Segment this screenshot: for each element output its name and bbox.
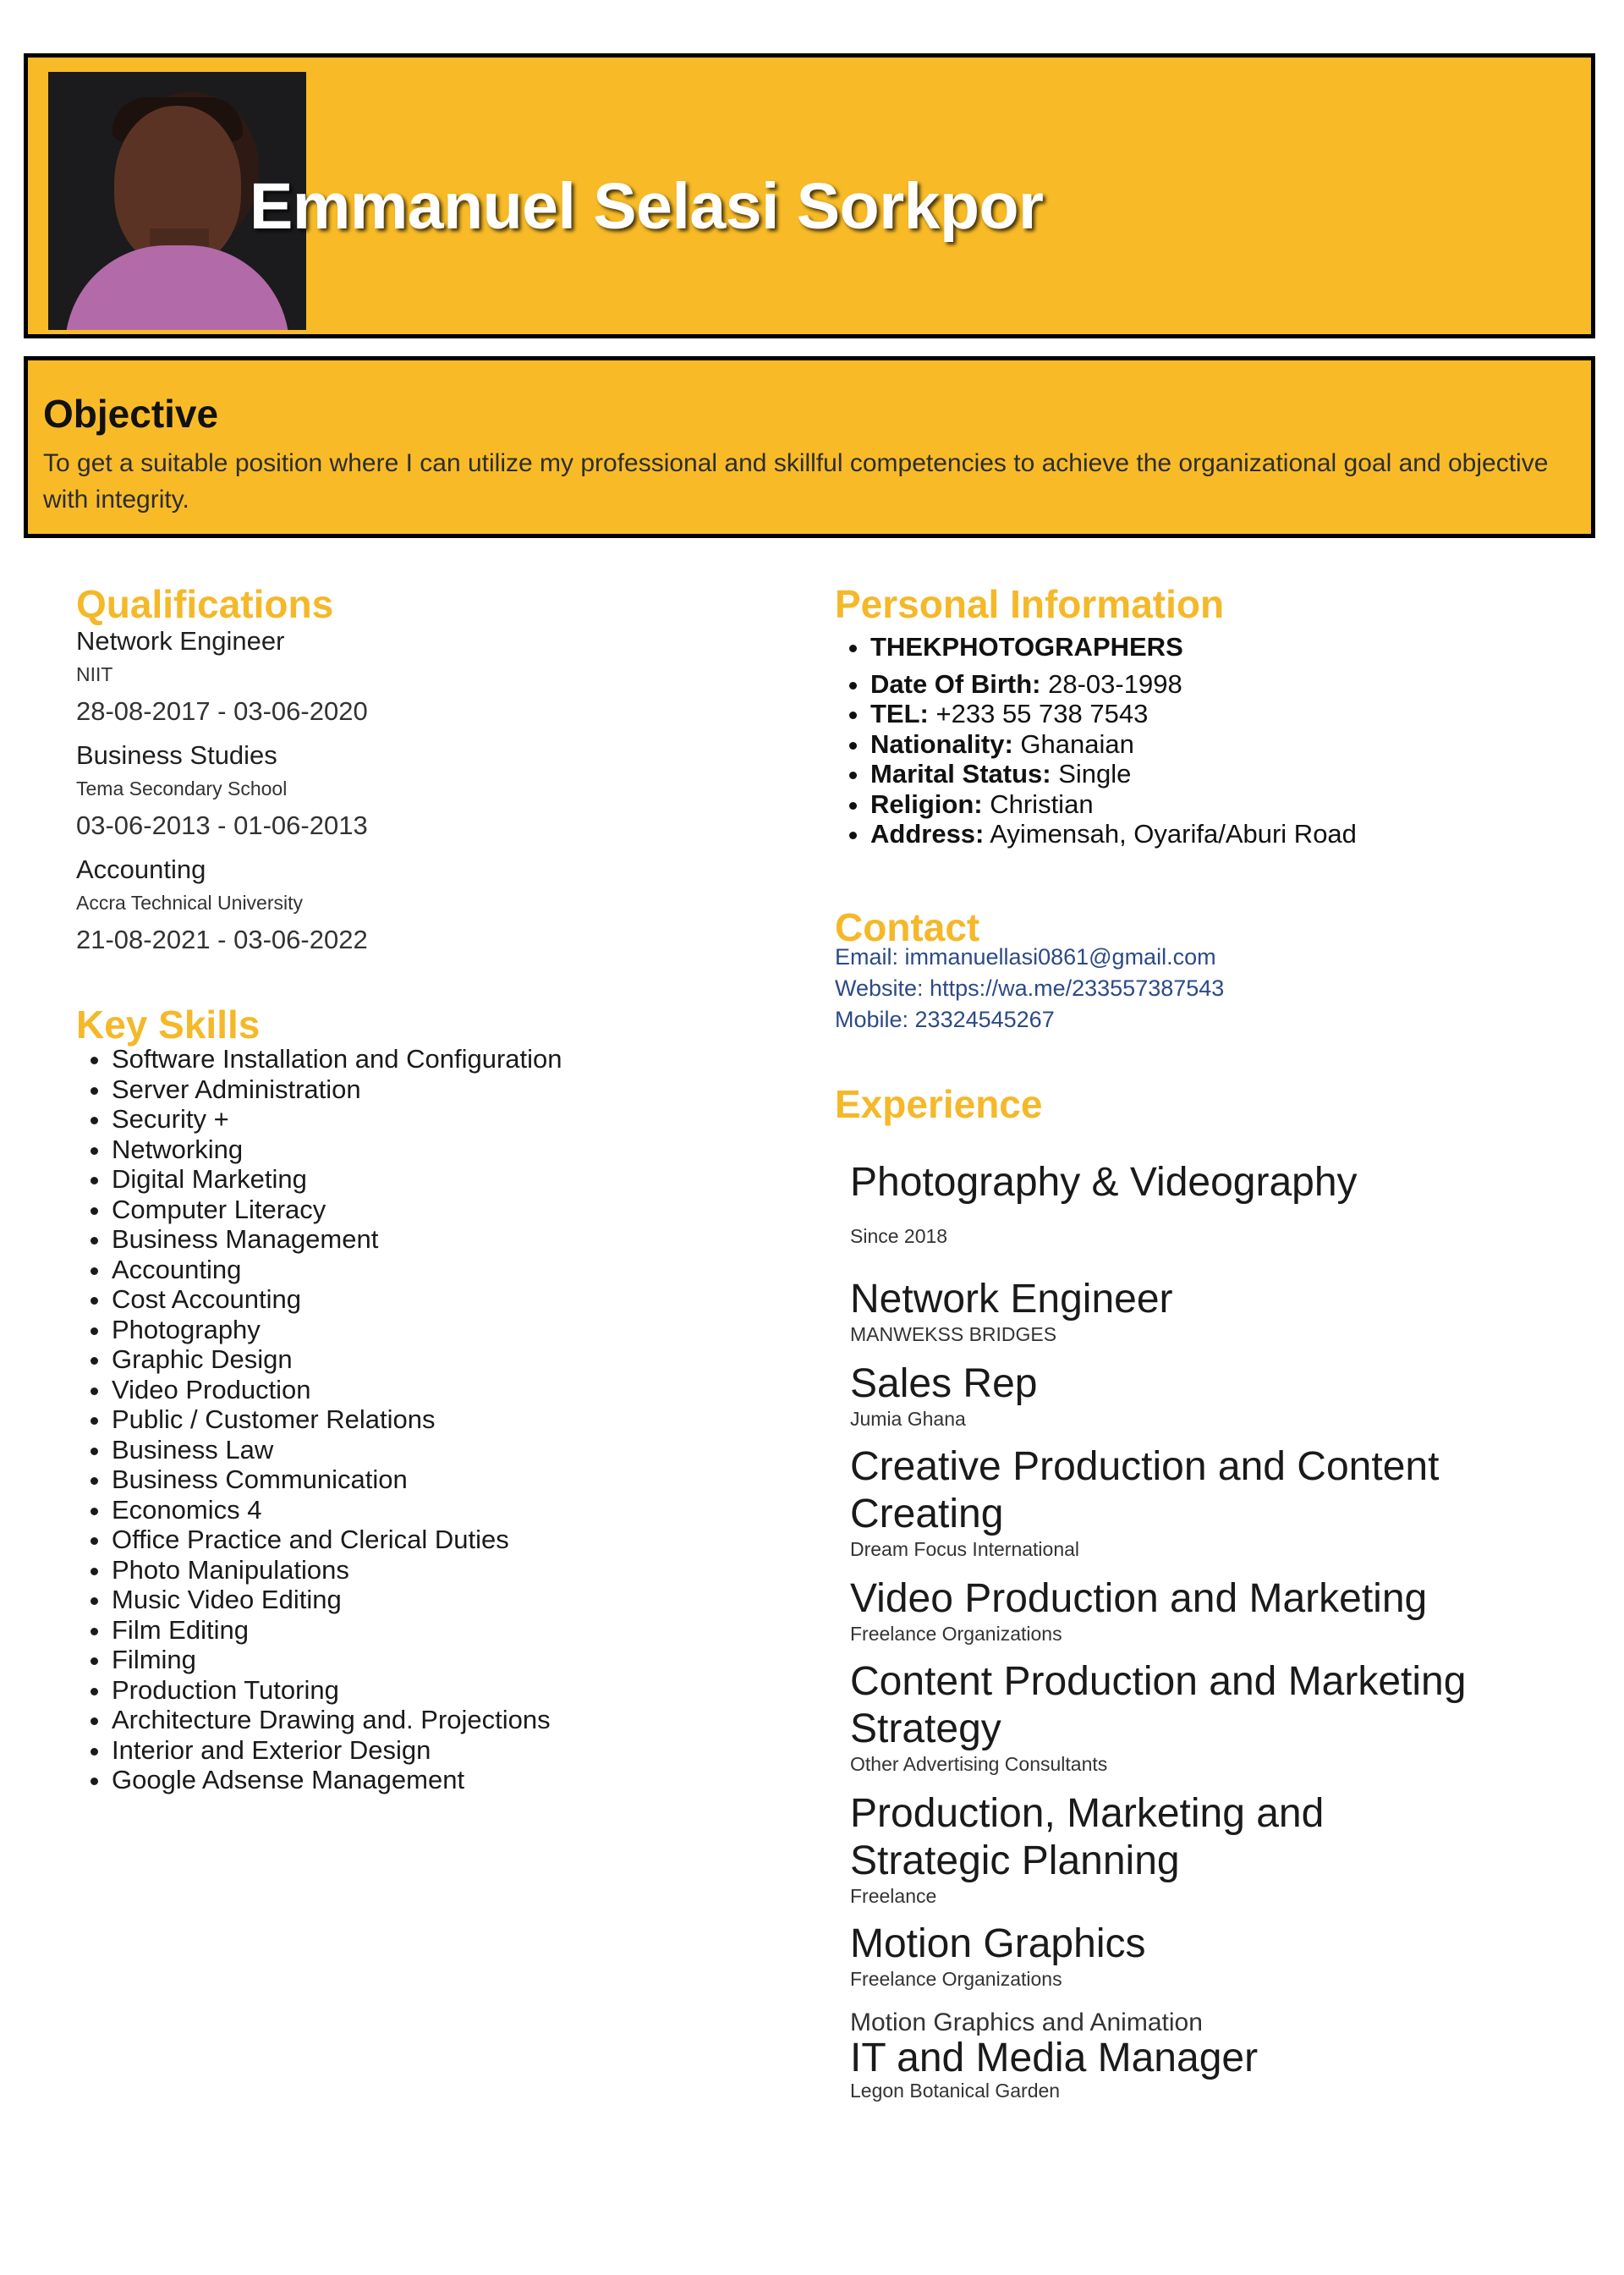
objective-title: Objective: [43, 392, 219, 436]
website-link[interactable]: Website: https://wa.me/233557387543: [835, 975, 1225, 1001]
list-item: • Photo Manipulations: [112, 1555, 562, 1585]
objective-section: [24, 356, 1595, 538]
list-item: • Religion: Christian: [870, 789, 1357, 820]
list-item: • Google Adsense Management: [112, 1765, 562, 1795]
list-item: • Security +: [112, 1104, 562, 1135]
experience-item: Motion Graphics and Animation IT and Media Manager Legon Botanical Garden: [850, 2008, 1259, 2102]
list-item: • Computer Literacy: [112, 1195, 562, 1225]
list-item: • Office Practice and Clerical Duties: [112, 1525, 562, 1555]
contact-block: [835, 942, 1224, 1036]
list-item: • Filming: [112, 1645, 562, 1675]
list-item: • Video Production: [112, 1375, 562, 1405]
qualifications-title: Qualifications: [76, 582, 334, 626]
list-item: • Economics 4: [112, 1495, 562, 1525]
list-item: • TEL: +233 55 738 7543: [870, 699, 1357, 729]
list-item: • Business Communication: [112, 1464, 562, 1495]
list-item: • Public / Customer Relations: [112, 1404, 562, 1435]
list-item: • Address: Ayimensah, Oyarifa/Aburi Road: [870, 819, 1357, 849]
list-item: • Music Video Editing: [112, 1585, 562, 1615]
list-item: • Business Law: [112, 1435, 562, 1465]
list-item: • Photography: [112, 1315, 562, 1345]
experience-item: Video Production and Marketing Freelance Organizations: [850, 1576, 1428, 1645]
list-item: • Digital Marketing: [112, 1164, 562, 1195]
list-item: • Production Tutoring: [112, 1675, 562, 1706]
qualification-item: Accounting Accra Technical University 21-08-2021 - 03-06-2022: [76, 854, 368, 954]
list-item: • Architecture Drawing and. Projections: [112, 1705, 562, 1735]
list-item: • Networking: [112, 1135, 562, 1165]
brand-name: THEKPHOTOGRAPHERS: [870, 632, 1183, 662]
list-item: • Date Of Birth: 28-03-1998: [870, 669, 1357, 700]
list-item: • Business Management: [112, 1224, 562, 1255]
list-item: • Graphic Design: [112, 1344, 562, 1375]
list-item: • Accounting: [112, 1255, 562, 1285]
key-skills-title: Key Skills: [76, 1003, 261, 1047]
personal-info-list: [835, 632, 1357, 849]
list-item: • Nationality: Ghanaian: [870, 729, 1357, 760]
experience-item: Network Engineer MANWEKSS BRIDGES: [850, 1277, 1173, 1345]
list-item: • Marital Status: Single: [870, 759, 1357, 789]
experience-item: Motion Graphics Freelance Organizations: [850, 1921, 1146, 1990]
contact-title: Contact: [835, 905, 980, 949]
experience-item: Photography & Videography Since 2018: [850, 1160, 1358, 1247]
qualification-item: Network Engineer NIIT 28-08-2017 - 03-06-2020: [76, 626, 368, 726]
list-item: • Cost Accounting: [112, 1284, 562, 1315]
email-link[interactable]: Email: immanuellasi0861@gmail.com: [835, 944, 1216, 970]
experience-title: Experience: [835, 1082, 1043, 1126]
list-item: • Server Administration: [112, 1074, 562, 1105]
experience-item: Production, Marketing and Strategic Planning Freelance: [850, 1791, 1325, 1907]
experience-item: Creative Production and Content Creating Dream Focus International: [850, 1444, 1440, 1560]
qualification-item: Business Studies Tema Secondary School 03-06-2013 - 01-06-2013: [76, 740, 368, 840]
experience-item: Content Production and Marketing Strategy Other Advertising Consultants: [850, 1659, 1467, 1775]
mobile-link[interactable]: Mobile: 23324545267: [835, 1007, 1055, 1032]
experience-item: Sales Rep Jumia Ghana: [850, 1361, 1038, 1430]
header-banner: [24, 53, 1595, 338]
list-item: • Software Installation and Configuration: [112, 1044, 562, 1074]
key-skills-list: [76, 1044, 562, 1795]
personal-info-title: Personal Information: [835, 582, 1225, 626]
list-item: [870, 632, 1357, 662]
candidate-name: Emmanuel Selasi Sorkpor: [250, 170, 1044, 243]
objective-text: To get a suitable position where I can utilize my professional and skillful competencies to achieve the organizational goal and objective with integrity.: [43, 449, 1549, 514]
list-item: • Interior and Exterior Design: [112, 1735, 562, 1766]
list-item: • Film Editing: [112, 1615, 562, 1646]
